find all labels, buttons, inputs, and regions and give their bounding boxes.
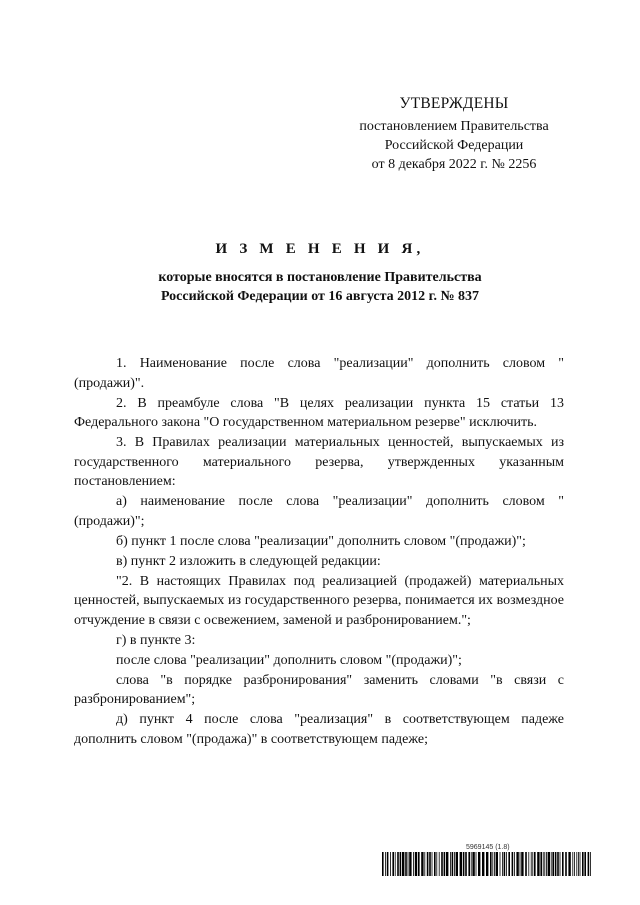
document-title: И З М Е Н Е Н И Я, <box>215 241 425 257</box>
barcode-bar <box>521 852 523 876</box>
document-body <box>74 354 564 750</box>
barcode-bar <box>531 852 532 876</box>
barcode-bar <box>584 852 586 876</box>
barcode-bar <box>397 852 399 876</box>
barcode-bar <box>478 852 480 876</box>
barcode-bar <box>441 852 443 876</box>
barcode-bar <box>436 852 437 876</box>
subtitle-line-2: Российской Федерации от 16 августа 2012 г. № 837 <box>160 289 480 304</box>
barcode-bar <box>551 852 552 876</box>
barcode-bar <box>413 852 414 876</box>
approval-line-1: постановлением Правительства <box>359 119 549 134</box>
barcode <box>382 852 592 876</box>
barcode-bar <box>502 852 503 876</box>
barcode-bar <box>444 852 446 876</box>
paragraph-3g: г) в пункте 3: <box>116 632 196 648</box>
barcode-bar <box>562 852 564 876</box>
barcode-bar <box>578 852 579 876</box>
barcode-bar <box>514 852 515 876</box>
barcode-bar <box>565 852 567 876</box>
paragraph-3: 3. В Правилах реализации материальных ценностей, выпускаемых из государственного материального резерва, утвержденных указанным постановлением: <box>74 435 564 489</box>
barcode-bar <box>450 852 451 876</box>
barcode-bar <box>543 852 544 876</box>
barcode-bar <box>395 852 396 876</box>
barcode-bar <box>548 852 550 876</box>
barcode-bar <box>590 852 591 876</box>
barcode-bar <box>516 852 518 876</box>
paragraph-3g-1: после слова "реализации" дополнить словом "(продажи)"; <box>116 652 462 668</box>
barcode-bar <box>537 852 539 876</box>
barcode-bar <box>512 852 514 876</box>
approval-heading: УТВЕРЖДЕНЫ <box>399 95 509 112</box>
approval-line-2: Российской Федерации <box>384 138 524 153</box>
paragraph-3g-2: слова "в порядке разбронирования" заменить словами "в связи с разбронированием"; <box>74 672 564 707</box>
document-code: 5969145 (1.8) <box>466 844 510 851</box>
barcode-bar <box>486 852 488 876</box>
barcode-bar <box>421 852 423 876</box>
barcode-bar <box>439 852 440 876</box>
barcode-bar <box>482 852 484 876</box>
barcode-bar <box>476 852 477 876</box>
barcode-bar <box>555 852 557 876</box>
barcode-bar <box>387 852 389 876</box>
barcode-bar <box>429 852 431 876</box>
barcode-bar <box>544 852 545 876</box>
barcode-bar <box>568 852 570 876</box>
barcode-bar <box>528 852 529 876</box>
barcode-bar <box>471 852 472 876</box>
barcode-bar <box>424 852 425 876</box>
barcode-bar <box>392 852 394 876</box>
barcode-bar <box>574 852 575 876</box>
barcode-bar <box>534 852 536 876</box>
barcode-bar <box>572 852 573 876</box>
barcode-bar <box>472 852 474 876</box>
barcode-bar <box>552 852 554 876</box>
barcode-bar <box>408 852 409 876</box>
barcode-bar <box>546 852 547 876</box>
barcode-bar <box>525 852 527 876</box>
barcode-bar <box>465 852 467 876</box>
barcode-bar <box>490 852 492 876</box>
barcode-bar <box>532 852 533 876</box>
barcode-bar <box>427 852 429 876</box>
approval-block <box>330 94 578 174</box>
paragraph-3v: в) пункт 2 изложить в следующей редакции: <box>116 553 381 569</box>
barcode-bar <box>520 852 521 876</box>
barcode-bar <box>390 852 391 876</box>
barcode-bar <box>557 852 559 876</box>
barcode-bar <box>504 852 506 876</box>
paragraph-3b: б) пункт 1 после слова "реализации" дополнить словом "(продажи)"; <box>116 533 526 549</box>
barcode-bar <box>454 852 455 876</box>
barcode-bar <box>415 852 417 876</box>
paragraph-1: 1. Наименование после слова "реализации" дополнить словом "(продажи)". <box>74 356 564 391</box>
paragraph-quoted-2: "2. В настоящих Правилах под реализацией (продажей) материальных ценностей, выпускаемых из государственного резерва, понимается их возмездное отчуждение в связи с освежением, заменой и разбронированием."; <box>74 573 564 628</box>
barcode-bar <box>506 852 507 876</box>
barcode-bar <box>463 852 465 876</box>
barcode-bar <box>400 852 402 876</box>
barcode-bar <box>494 852 495 876</box>
paragraph-3a: а) наименование после слова "реализации" дополнить словом "(продажи)"; <box>74 494 564 529</box>
barcode-bar <box>434 852 436 876</box>
barcode-bar <box>468 852 470 876</box>
barcode-bar <box>560 852 561 876</box>
barcode-bar <box>588 852 590 876</box>
barcode-bar <box>456 852 458 876</box>
barcode-bar <box>432 852 433 876</box>
barcode-bar <box>405 852 407 876</box>
document-subtitle <box>0 268 640 306</box>
barcode-bar <box>582 852 584 876</box>
barcode-bar <box>382 852 384 876</box>
barcode-bar <box>576 852 577 876</box>
barcode-bar <box>540 852 542 876</box>
paragraph-3d: д) пункт 4 после слова "реализация" в соответствующем падеже дополнить словом "(продажа)" в соответствующем падеже; <box>74 712 564 747</box>
barcode-bar <box>452 852 454 876</box>
paragraph-2: 2. В преамбуле слова "В целях реализации пункта 15 статьи 13 Федерального закона "О государственном материальном резерве" исключить. <box>74 395 564 430</box>
barcode-bar <box>496 852 498 876</box>
barcode-bar <box>500 852 501 876</box>
barcode-bar <box>508 852 510 876</box>
barcode-bar <box>418 852 420 876</box>
subtitle-line-1: которые вносятся в постановление Правительства <box>158 270 482 285</box>
barcode-bar <box>385 852 386 876</box>
barcode-bar <box>402 852 404 876</box>
barcode-bar <box>580 852 581 876</box>
barcode-bar <box>446 852 448 876</box>
barcode-bar <box>460 852 462 876</box>
barcode-bar <box>409 852 411 876</box>
approval-line-3: от 8 декабря 2022 г. № 2256 <box>371 157 537 172</box>
barcode-bar <box>492 852 493 876</box>
